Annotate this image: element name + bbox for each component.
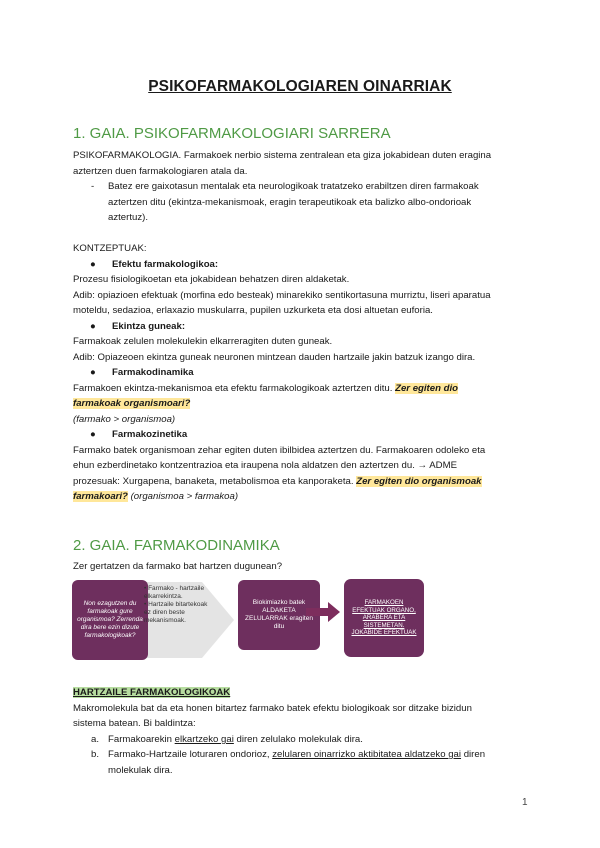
bullet-icon: ● bbox=[90, 259, 96, 270]
concept-3-question-2: farmakoak organismoari? bbox=[73, 398, 191, 409]
dash-line-2: aztertzen ditu (ekintza-mekanismoak, eragin terapeutikoak eta balizko albo-ondorioak bbox=[108, 197, 472, 208]
concept-2-title bbox=[90, 319, 185, 335]
list-a-pre: Farmakoarekin bbox=[108, 734, 175, 745]
concept-4-line-2: ehun ezberdinetako kontzentrazioa eta iraupena nola aldatzen den aztertzen du. → ADME bbox=[73, 460, 458, 471]
diagram-box-3: FARMAKOEN EFEKTUAK ORGANO, ARABERA ETA SISTEMETAN. JOKABIDE EFEKTUAK bbox=[344, 579, 424, 657]
diagram-arrow-line-1: • Farmako - hartzaile elkarrekintza. bbox=[144, 585, 205, 600]
dash-line-1: Batez ere gaixotasun mentalak eta neurologikoak tratatzeko erabiltzen diren farmakoak bbox=[108, 181, 479, 192]
list-b-label: b. bbox=[91, 749, 100, 760]
diagram-box-2: Biokimiazko batek ALDAKETA ZELULARRAK eragiten ditu bbox=[238, 580, 320, 650]
concept-4-title-text: Farmakozinetika bbox=[112, 429, 188, 440]
section-2-heading: 2. GAIA. FARMAKODINAMIKA bbox=[73, 537, 280, 554]
concept-3-question-1: Zer egiten dio bbox=[395, 383, 458, 394]
page-number: 1 bbox=[522, 797, 528, 808]
list-a-text bbox=[108, 732, 363, 748]
concept-3-title-text: Farmakodinamika bbox=[112, 367, 194, 378]
bullet-icon: ● bbox=[90, 367, 96, 378]
concept-3-line-3: (farmako > organismoa) bbox=[73, 414, 176, 425]
list-b-text bbox=[108, 747, 485, 763]
concept-1-line-2: Adib: opiazioen efektuak (morfina edo besteak) minarekiko sentikortasuna murriztu, liseri aparatua bbox=[73, 290, 491, 301]
concept-4-title bbox=[90, 427, 187, 443]
receptors-line-2: sistema batean. Bi baldintza: bbox=[73, 718, 196, 729]
concept-3-line-1 bbox=[73, 381, 458, 397]
list-b-underline: zelularen oinarrizko aktibitatea aldatzeko gai bbox=[272, 749, 462, 760]
concept-4-text: prozesuak: Xurgapena, banaketa, metabolismoa eta kanporaketa. bbox=[73, 476, 354, 487]
bullet-icon: ● bbox=[90, 321, 96, 332]
section-1-heading: 1. GAIA. PSIKOFARMAKOLOGIARI SARRERA bbox=[73, 125, 391, 142]
right-arrow-icon bbox=[304, 600, 342, 624]
concept-2-line-1: Farmakoak zelulen molekulekin elkarreragiten duten guneak. bbox=[73, 336, 333, 347]
receptors-subheading bbox=[73, 685, 230, 701]
concept-4-line-3 bbox=[73, 474, 482, 490]
dash-line-3: aztertuz). bbox=[108, 212, 148, 223]
concept-1-line-1: Prozesu fisiologikoetan eta jokabidean behatzen diren aldaketak. bbox=[73, 274, 350, 285]
list-b-line-2: molekulak dira. bbox=[108, 765, 173, 776]
receptors-line-1: Makromolekula bat da eta honen bitartez farmako batek efektu biologikoak sor ditzake bizidun bbox=[73, 703, 472, 714]
concept-1-title bbox=[90, 257, 218, 273]
section-2-question: Zer gertatzen da farmako bat hartzen dugunean? bbox=[73, 561, 283, 572]
dash-marker: - bbox=[91, 181, 95, 192]
concept-4-direction: (organismoa > farmakoa) bbox=[130, 491, 239, 502]
concept-1-line-3: moteldu, sedazioa, erlaxazio muskularra, pupilen uzkurketa eta dosi altuetan euforia. bbox=[73, 305, 433, 316]
intro-line-2: aztertzen duen farmakologiaren atala da. bbox=[73, 166, 248, 177]
concept-3-text: Farmakoen ekintza-mekanismoa eta efektu farmakologikoak aztertzen ditu. bbox=[73, 383, 393, 394]
concept-4-question-1: Zer egiten dio organismoak bbox=[356, 476, 482, 487]
list-a-post: diren zelulako molekulak dira. bbox=[233, 734, 363, 745]
concepts-label: KONTZEPTUAK: bbox=[73, 243, 147, 254]
concept-1-title-text: Efektu farmakologikoa: bbox=[112, 259, 219, 270]
diagram-arrow-line-2: • Hartzaile bitartekoak ez diren beste mekanismoak. bbox=[144, 601, 208, 624]
concept-4-question-2: farmakoari? bbox=[73, 491, 128, 502]
list-b-pre: Farmako-Hartzaile loturaren ondorioz, bbox=[108, 749, 273, 760]
list-b-post: diren bbox=[461, 749, 486, 760]
concept-4-line-1: Farmako batek organismoan zehar egiten duten ibilbidea aztertzen du. Farmakoaren odoleko eta bbox=[73, 445, 486, 456]
intro-line-1: PSIKOFARMAKOLOGIA. Farmakoek nerbio sistema zentralean eta giza jokabidean duten eragina bbox=[73, 150, 492, 161]
concept-2-title-text: Ekintza guneak: bbox=[112, 321, 186, 332]
concept-3-title bbox=[90, 365, 194, 381]
bullet-icon: ● bbox=[90, 429, 96, 440]
concept-2-line-2: Adib: Opiazeoen ekintza guneak neuronen mintzean dauden hartzaile jakin batzuk izango dira. bbox=[73, 352, 476, 363]
list-a-underline: elkartzeko gai bbox=[174, 734, 234, 745]
receptors-subheading-text: HARTZAILE FARMAKOLOGIKOAK bbox=[73, 687, 231, 698]
list-a-label: a. bbox=[91, 734, 100, 745]
concept-4-line-4 bbox=[73, 489, 238, 505]
diagram-box-1: Non ezagutzen du farmakoak gure organismoa? Zerrenda dira bere ezin dizute farmakologikoak? bbox=[72, 580, 148, 660]
page-title: PSIKOFARMAKOLOGIAREN OINARRIAK bbox=[148, 78, 452, 95]
concept-3-line-2 bbox=[73, 396, 190, 412]
diagram-arrow-text bbox=[144, 585, 208, 625]
